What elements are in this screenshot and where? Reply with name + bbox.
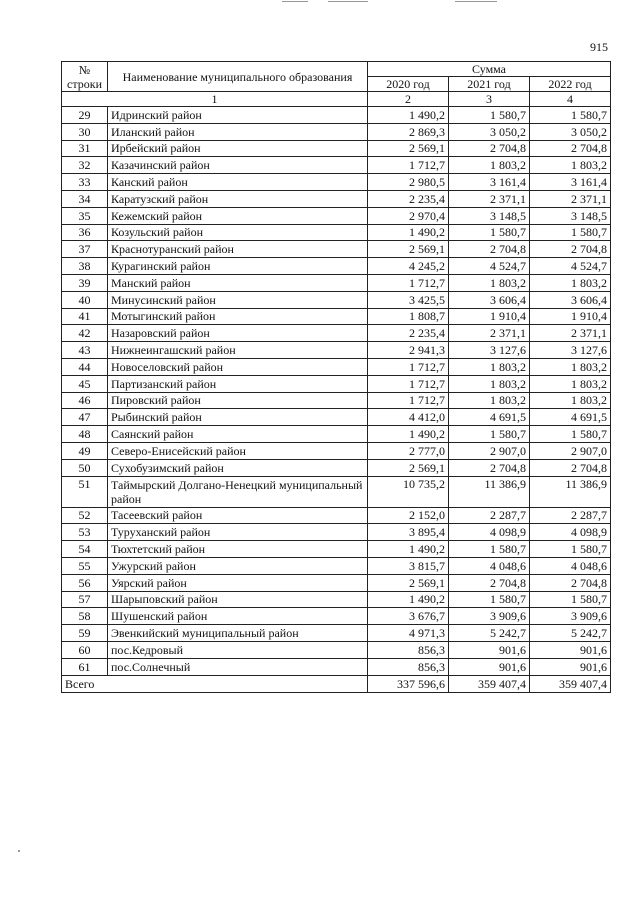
table-row [62,557,611,574]
value-2021-cell: 4 691,5 [449,409,530,426]
table-row [62,107,611,124]
table-row [62,123,611,140]
table-row [62,157,611,174]
municipality-name-cell: Иланский район [108,123,368,140]
municipality-name-cell: Новоселовский район [108,358,368,375]
municipality-name-cell: Минусинский район [108,291,368,308]
header-year-2020: 2020 год [368,77,449,92]
value-2021-cell: 1 580,7 [449,224,530,241]
table-body [62,107,611,676]
municipality-name-cell: пос.Солнечный [108,658,368,675]
value-2022-cell: 4 048,6 [530,557,611,574]
value-2020-cell: 2 235,4 [368,325,449,342]
row-number-cell: 40 [62,291,108,308]
municipality-name-cell: Назаровский район [108,325,368,342]
value-2020-cell: 1 490,2 [368,541,449,558]
value-2020-cell: 3 676,7 [368,608,449,625]
table-row [62,375,611,392]
value-2021-cell: 3 050,2 [449,123,530,140]
value-2022-cell: 1 803,2 [530,375,611,392]
value-2022-cell: 1 803,2 [530,274,611,291]
table-row [62,174,611,191]
total-2022: 359 407,4 [530,675,611,692]
municipality-name-cell: Ирбейский район [108,140,368,157]
top-scan-marks [270,0,510,4]
table-row [62,426,611,443]
table-row [62,258,611,275]
row-number-cell: 54 [62,541,108,558]
table-row [62,190,611,207]
value-2020-cell: 2 235,4 [368,190,449,207]
table-row [62,574,611,591]
value-2020-cell: 856,3 [368,641,449,658]
header-row-1 [62,62,611,77]
value-2020-cell: 1 490,2 [368,224,449,241]
municipality-name-cell: Мотыгинский район [108,308,368,325]
page-number: 915 [590,40,608,54]
value-2021-cell: 1 580,7 [449,107,530,124]
municipality-name-cell: Краснотуранский район [108,241,368,258]
value-2021-cell: 2 704,8 [449,574,530,591]
municipality-name-cell: Кежемский район [108,207,368,224]
value-2022-cell: 3 606,4 [530,291,611,308]
value-2021-cell: 1 580,7 [449,541,530,558]
row-number-cell: 29 [62,107,108,124]
value-2020-cell: 1 808,7 [368,308,449,325]
municipality-name-cell: Идринский район [108,107,368,124]
value-2020-cell: 3 425,5 [368,291,449,308]
value-2022-cell: 1 910,4 [530,308,611,325]
table-row [62,224,611,241]
value-2020-cell: 2 869,3 [368,123,449,140]
table-row [62,409,611,426]
value-2022-cell: 4 098,9 [530,524,611,541]
table-row [62,541,611,558]
table-row [62,442,611,459]
value-2021-cell: 1 803,2 [449,274,530,291]
value-2020-cell: 2 970,4 [368,207,449,224]
row-number-cell: 58 [62,608,108,625]
value-2022-cell: 2 371,1 [530,325,611,342]
value-2021-cell: 1 910,4 [449,308,530,325]
value-2021-cell: 4 098,9 [449,524,530,541]
table-row [62,325,611,342]
row-number-cell: 45 [62,375,108,392]
value-2022-cell: 1 580,7 [530,426,611,443]
header-index-4: 4 [530,92,611,107]
table-row [62,358,611,375]
value-2022-cell: 1 803,2 [530,358,611,375]
value-2022-cell: 2 704,8 [530,459,611,476]
value-2022-cell: 2 704,8 [530,574,611,591]
scan-dot [18,850,20,852]
header-index-3: 3 [449,92,530,107]
value-2020-cell: 1 712,7 [368,358,449,375]
municipality-name-cell: Северо-Енисейский район [108,442,368,459]
table-row [62,507,611,524]
value-2022-cell: 1 580,7 [530,107,611,124]
table-row [62,641,611,658]
header-index-2: 2 [368,92,449,107]
header-index-1: 1 [62,92,368,107]
value-2021-cell: 1 803,2 [449,392,530,409]
municipality-name-cell: Тасеевский район [108,507,368,524]
municipality-name-cell: Тюхтетский район [108,541,368,558]
table-row [62,392,611,409]
value-2022-cell: 2 371,1 [530,190,611,207]
row-number-cell: 53 [62,524,108,541]
municipality-name-cell: Туруханский район [108,524,368,541]
value-2021-cell: 3 148,5 [449,207,530,224]
value-2021-cell: 1 580,7 [449,591,530,608]
value-2021-cell: 1 803,2 [449,157,530,174]
row-number-cell: 52 [62,507,108,524]
table-row [62,241,611,258]
row-number-cell: 30 [62,123,108,140]
value-2020-cell: 1 712,7 [368,392,449,409]
municipality-name-cell: Казачинский район [108,157,368,174]
value-2021-cell: 1 580,7 [449,426,530,443]
value-2021-cell: 4 524,7 [449,258,530,275]
table-row [62,476,611,507]
municipality-name-cell: Курагинский район [108,258,368,275]
table-row [62,608,611,625]
value-2020-cell: 1 712,7 [368,375,449,392]
municipality-name-cell: Нижнеингашский район [108,342,368,359]
municipality-name-cell: Ужурский район [108,557,368,574]
value-2020-cell: 2 569,1 [368,574,449,591]
row-number-cell: 56 [62,574,108,591]
row-number-cell: 46 [62,392,108,409]
value-2020-cell: 1 712,7 [368,274,449,291]
row-number-cell: 36 [62,224,108,241]
total-2021: 359 407,4 [449,675,530,692]
value-2020-cell: 1 712,7 [368,157,449,174]
municipality-name-cell: Партизанский район [108,375,368,392]
total-row [62,675,611,692]
value-2020-cell: 3 815,7 [368,557,449,574]
value-2021-cell: 5 242,7 [449,625,530,642]
value-2020-cell: 2 569,1 [368,140,449,157]
value-2021-cell: 11 386,9 [449,476,530,507]
table-row [62,524,611,541]
municipality-name-cell: Канский район [108,174,368,191]
value-2021-cell: 2 907,0 [449,442,530,459]
value-2020-cell: 4 245,2 [368,258,449,275]
row-number-cell: 39 [62,274,108,291]
header-sum: Сумма [368,62,611,77]
row-number-cell: 57 [62,591,108,608]
value-2021-cell: 2 287,7 [449,507,530,524]
value-2020-cell: 10 735,2 [368,476,449,507]
value-2020-cell: 2 777,0 [368,442,449,459]
row-number-cell: 49 [62,442,108,459]
value-2021-cell: 2 704,8 [449,140,530,157]
row-number-cell: 35 [62,207,108,224]
value-2022-cell: 2 704,8 [530,140,611,157]
value-2022-cell: 3 148,5 [530,207,611,224]
row-number-cell: 59 [62,625,108,642]
value-2021-cell: 1 803,2 [449,358,530,375]
row-number-cell: 48 [62,426,108,443]
municipality-name-cell: Уярский район [108,574,368,591]
value-2022-cell: 4 691,5 [530,409,611,426]
header-row-number: № строки [62,62,108,92]
value-2022-cell: 1 580,7 [530,541,611,558]
row-number-cell: 61 [62,658,108,675]
value-2021-cell: 3 127,6 [449,342,530,359]
municipality-name-cell: Таймырский Долгано-Ненецкий муниципальный район [108,476,368,507]
table-row [62,291,611,308]
row-number-cell: 38 [62,258,108,275]
value-2021-cell: 2 704,8 [449,241,530,258]
table-row [62,658,611,675]
municipality-name-cell: Шушенский район [108,608,368,625]
value-2021-cell: 2 371,1 [449,190,530,207]
table-row [62,459,611,476]
value-2020-cell: 2 152,0 [368,507,449,524]
value-2021-cell: 3 606,4 [449,291,530,308]
header-year-2021: 2021 год [449,77,530,92]
header-index-row [62,92,611,107]
row-number-cell: 43 [62,342,108,359]
table-row [62,342,611,359]
value-2022-cell: 2 907,0 [530,442,611,459]
value-2021-cell: 4 048,6 [449,557,530,574]
row-number-cell: 60 [62,641,108,658]
row-number-cell: 55 [62,557,108,574]
header-municipality-name: Наименование муниципального образования [108,62,368,92]
value-2021-cell: 1 803,2 [449,375,530,392]
row-number-cell: 51 [62,476,108,507]
table-row [62,308,611,325]
municipality-name-cell: Пировский район [108,392,368,409]
value-2021-cell: 901,6 [449,641,530,658]
value-2021-cell: 901,6 [449,658,530,675]
value-2022-cell: 901,6 [530,641,611,658]
value-2022-cell: 1 580,7 [530,224,611,241]
value-2021-cell: 2 704,8 [449,459,530,476]
value-2020-cell: 2 941,3 [368,342,449,359]
total-label: Всего [62,675,368,692]
municipality-name-cell: пос.Кедровый [108,641,368,658]
value-2020-cell: 856,3 [368,658,449,675]
row-number-cell: 47 [62,409,108,426]
value-2020-cell: 1 490,2 [368,107,449,124]
value-2022-cell: 2 704,8 [530,241,611,258]
row-number-cell: 44 [62,358,108,375]
value-2022-cell: 3 050,2 [530,123,611,140]
table-row [62,207,611,224]
total-2020: 337 596,6 [368,675,449,692]
row-number-cell: 42 [62,325,108,342]
value-2022-cell: 2 287,7 [530,507,611,524]
row-number-cell: 37 [62,241,108,258]
table-row [62,625,611,642]
value-2022-cell: 3 127,6 [530,342,611,359]
value-2021-cell: 2 371,1 [449,325,530,342]
value-2022-cell: 11 386,9 [530,476,611,507]
value-2022-cell: 1 803,2 [530,392,611,409]
value-2022-cell: 901,6 [530,658,611,675]
value-2020-cell: 1 490,2 [368,426,449,443]
value-2022-cell: 3 909,6 [530,608,611,625]
table-row [62,591,611,608]
budget-table [61,61,611,693]
table-row [62,274,611,291]
row-number-cell: 32 [62,157,108,174]
value-2020-cell: 4 971,3 [368,625,449,642]
municipality-name-cell: Сухобузимский район [108,459,368,476]
value-2022-cell: 4 524,7 [530,258,611,275]
value-2020-cell: 2 569,1 [368,241,449,258]
municipality-name-cell: Шарыповский район [108,591,368,608]
header-year-2022: 2022 год [530,77,611,92]
value-2022-cell: 3 161,4 [530,174,611,191]
row-number-cell: 41 [62,308,108,325]
row-number-cell: 50 [62,459,108,476]
row-number-cell: 31 [62,140,108,157]
municipality-name-cell: Рыбинский район [108,409,368,426]
value-2020-cell: 4 412,0 [368,409,449,426]
row-number-cell: 33 [62,174,108,191]
municipality-name-cell: Каратузский район [108,190,368,207]
value-2022-cell: 5 242,7 [530,625,611,642]
value-2020-cell: 1 490,2 [368,591,449,608]
value-2021-cell: 3 909,6 [449,608,530,625]
table-row [62,140,611,157]
municipality-name-cell: Саянский район [108,426,368,443]
municipality-name-cell: Манский район [108,274,368,291]
value-2020-cell: 2 980,5 [368,174,449,191]
municipality-name-cell: Эвенкийский муниципальный район [108,625,368,642]
row-number-cell: 34 [62,190,108,207]
value-2022-cell: 1 803,2 [530,157,611,174]
value-2022-cell: 1 580,7 [530,591,611,608]
value-2020-cell: 3 895,4 [368,524,449,541]
value-2021-cell: 3 161,4 [449,174,530,191]
municipality-name-cell: Козульский район [108,224,368,241]
value-2020-cell: 2 569,1 [368,459,449,476]
